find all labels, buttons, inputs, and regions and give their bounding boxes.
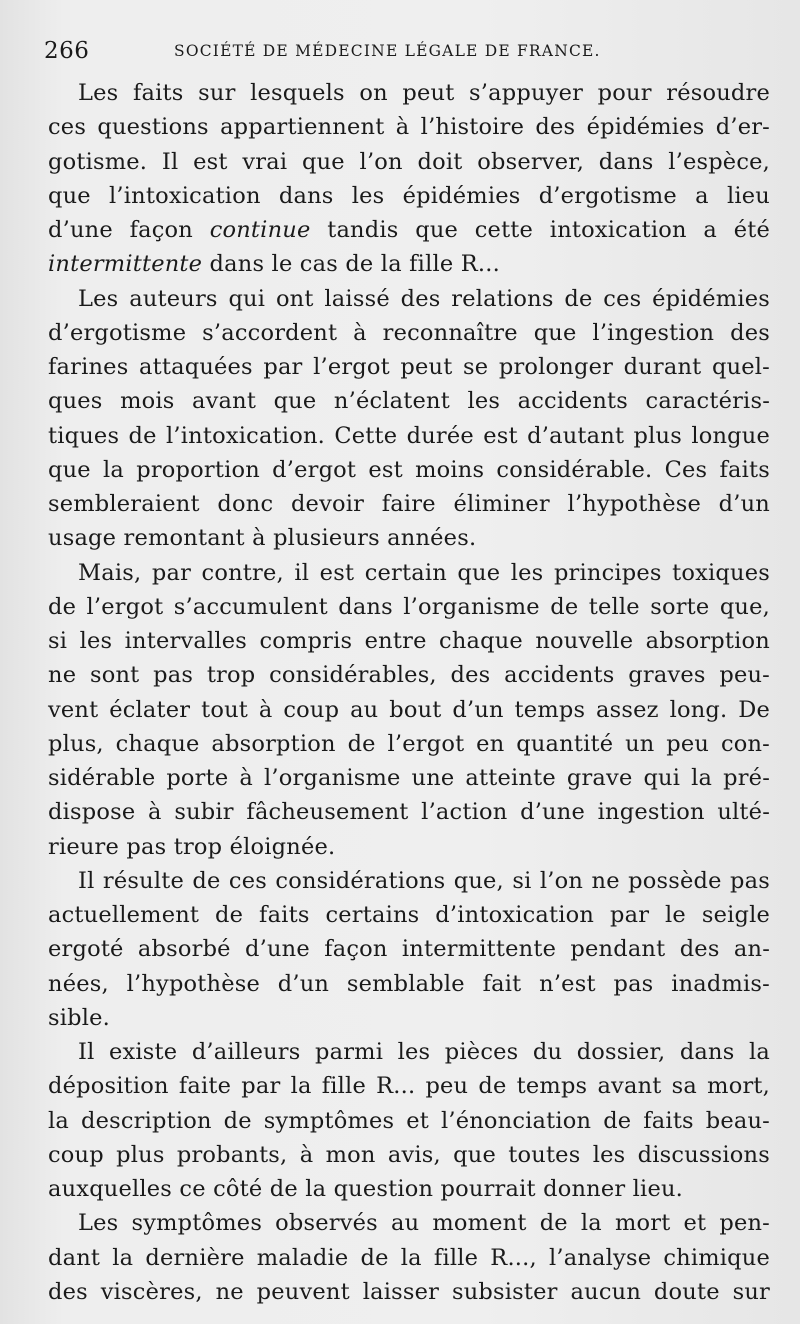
text-line <box>48 247 770 281</box>
text-segment: ergoté absorbé d’une façon intermittente pendant des an- <box>48 936 770 963</box>
text-line <box>48 693 770 727</box>
text-segment: sidérable porte à l’organisme une atteinte grave qui la pré- <box>48 765 770 791</box>
text-segment: Mais, par contre, il est certain que les principes toxiques <box>78 559 770 586</box>
text-line <box>48 727 770 761</box>
text-segment: usage remontant à plusieurs années. <box>48 525 477 552</box>
text-line <box>48 1172 770 1206</box>
page-number: 266 <box>44 38 90 64</box>
text-segment: déposition faite par la fille R... peu de temps avant sa mort, <box>48 1073 770 1100</box>
text-segment: rieure pas trop éloignée. <box>48 833 336 860</box>
text-segment: d’ergotisme s’accordent à reconnaître que l’ingestion des <box>48 319 770 346</box>
text-line <box>48 282 770 316</box>
text-segment: Les symptômes observés au moment de la mort et pen- <box>78 1210 770 1237</box>
text-line <box>48 419 770 453</box>
italic-text: continue <box>209 217 311 243</box>
text-line <box>48 830 770 864</box>
text-segment: coup plus probants, à mon avis, que toutes les discussions <box>48 1141 770 1168</box>
text-line <box>48 761 770 795</box>
text-segment: si les intervalles compris entre chaque nouvelle absorption <box>48 628 770 654</box>
text-line <box>48 624 770 658</box>
text-line <box>48 1069 770 1103</box>
text-segment: dans le cas de la fille R... <box>202 251 500 278</box>
text-line <box>48 1001 770 1035</box>
text-line <box>48 1104 770 1138</box>
text-segment: sembleraient donc devoir faire éliminer l’hypothèse d’un <box>48 491 770 517</box>
text-line <box>48 487 770 521</box>
text-line <box>48 1241 770 1275</box>
text-segment: la description de symptômes et l’énonciation de faits beau- <box>48 1107 770 1134</box>
text-segment: de l’ergot s’accumulent dans l’organisme de telle sorte que, <box>48 593 770 620</box>
text-line <box>48 590 770 624</box>
text-segment: plus, chaque absorption de l’ergot en quantité un peu con- <box>48 730 770 757</box>
text-segment: des viscères, ne peuvent laisser subsister aucun doute sur <box>48 1278 770 1305</box>
text-segment: tandis que cette intoxication a été <box>310 217 770 243</box>
text-line <box>48 384 770 418</box>
running-title: SOCIÉTÉ DE MÉDECINE LÉGALE DE FRANCE. <box>174 42 601 60</box>
text-segment: dispose à subir fâcheusement l’action d’une ingestion ulté- <box>48 799 770 826</box>
text-line <box>48 898 770 932</box>
text-segment: Les auteurs qui ont laissé des relations de ces épidémies <box>78 285 770 312</box>
text-line <box>48 316 770 350</box>
text-segment: d’une façon <box>48 217 210 243</box>
text-line <box>48 521 770 555</box>
text-line <box>48 658 770 692</box>
text-line <box>48 213 770 247</box>
text-line <box>48 932 770 966</box>
text-line <box>48 967 770 1001</box>
text-segment: tiques de l’intoxication. Cette durée est d’autant plus longue <box>48 422 770 449</box>
text-line <box>48 556 770 590</box>
text-line <box>48 110 770 144</box>
running-head <box>44 38 784 68</box>
text-segment: Les faits sur lesquels on peut s’appuyer pour résoudre <box>78 80 770 106</box>
text-segment: ne sont pas trop considérables, des accidents graves peu- <box>48 662 770 689</box>
text-line <box>48 1275 770 1309</box>
text-line <box>48 864 770 898</box>
text-segment: Il résulte de ces considérations que, si l’on ne possède pas <box>78 867 770 894</box>
text-segment: actuellement de faits certains d’intoxication par le seigle <box>48 902 770 928</box>
text-segment: sible. <box>48 1004 111 1031</box>
text-line <box>48 145 770 179</box>
text-line <box>48 795 770 829</box>
text-line <box>48 1138 770 1172</box>
text-segment: auxquelles ce côté de la question pourrait donner lieu. <box>48 1176 684 1202</box>
text-segment: vent éclater tout à coup au bout d’un temps assez long. De <box>48 696 770 723</box>
text-segment: que l’intoxication dans les épidémies d’ergotisme a lieu <box>48 182 770 209</box>
text-line <box>48 1035 770 1069</box>
text-line <box>48 453 770 487</box>
text-segment: dant la dernière maladie de la fille R..., l’analyse chimique <box>48 1244 770 1271</box>
text-line <box>48 1206 770 1240</box>
text-segment: gotisme. Il est vrai que l’on doit observer, dans l’espèce, <box>48 148 770 175</box>
text-segment: Il existe d’ailleurs parmi les pièces du dossier, dans la <box>78 1039 770 1065</box>
text-segment: nées, l’hypothèse d’un semblable fait n’est pas inadmis- <box>48 970 770 997</box>
body-text <box>48 76 770 1309</box>
text-segment: que la proportion d’ergot est moins considérable. Ces faits <box>48 456 770 483</box>
text-segment: farines attaquées par l’ergot peut se prolonger durant quel- <box>48 354 770 380</box>
text-segment: ques mois avant que n’éclatent les accidents caractéris- <box>48 388 770 415</box>
text-line <box>48 350 770 384</box>
italic-text: intermittente <box>48 251 203 278</box>
text-segment: ces questions appartiennent à l’histoire des épidémies d’er- <box>48 114 770 141</box>
text-line <box>48 76 770 110</box>
text-line <box>48 179 770 213</box>
